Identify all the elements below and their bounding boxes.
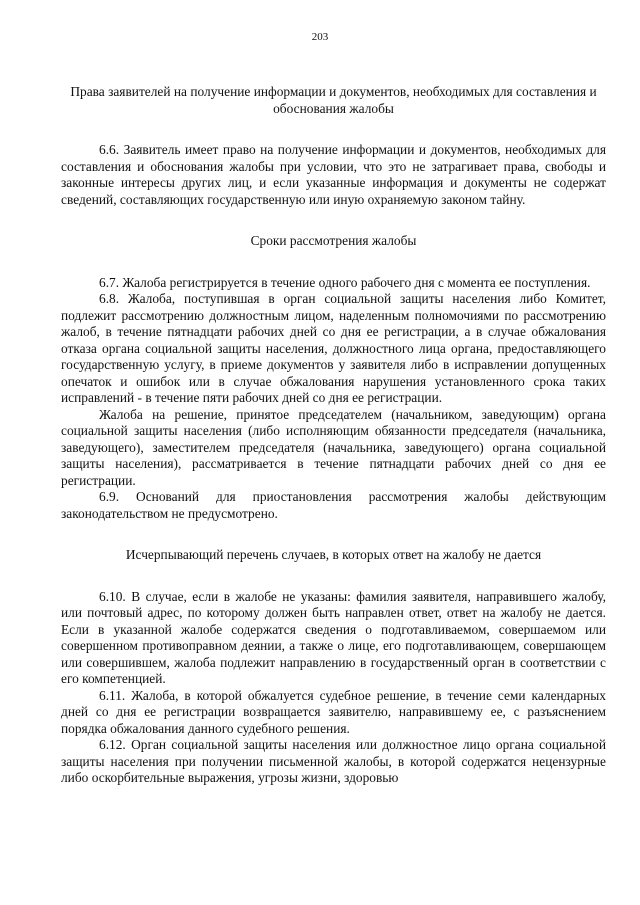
page-number: 203 (311, 31, 329, 43)
section-heading-rights: Права заявителей на получение информации и документов, необходимых для составления и обоснования жалобы (70, 84, 597, 116)
paragraph-6-12: 6.12. Орган социальной защиты населения или должностное лицо органа социальной защиты населения при получении письменной жалобы, в которой содержатся нецензурные либо оскорбительные выражения, угрозы жизни, здоровью (61, 737, 606, 785)
paragraph-6-11: 6.11. Жалоба, в которой обжалуется судебное решение, в течение семи календарных дней со дня ее регистрации возвращается заявителю, направившему ее, с разъяснением порядка обжалования данного судебного решения. (61, 687, 606, 736)
section-heading-no-answer: Исчерпывающий перечень случаев, в которых ответ на жалобу не дается (125, 547, 542, 562)
paragraph-6-9: 6.9. Оснований для приостановления рассмотрения жалобы действующим законодательством не предусмотрено. (61, 489, 606, 521)
paragraph-6-10: 6.10. В случае, если в жалобе не указаны: фамилия заявителя, направившего жалобу, или почтовый адрес, по которому должен быть направлен ответ, ответ на жалобу не дается. Если в указанной жалобе содержатся сведения о подготавливаемом, совершаемом или совершенном противоправном деянии, а также о лице, его подготавливающем, совершающем или совершившем, жалоба подлежит направлению в государственный орган в соответствии с его компетенцией. (61, 588, 606, 686)
paragraph-6-8: 6.8. Жалоба, поступившая в орган социальной защиты населения либо Комитет, подлежит рассмотрению должностным лицом, наделенным полномочиями по рассмотрению жалоб, в течение пятнадцати рабочих дней со дня ее регистрации, а в случае обжалования отказа органа социальной защиты населения, должностного лица органа, предоставляющего государственную услугу, в приеме документов у заявителя либо в исправлении допущенных опечаток и ошибок или в случае обжалования нарушения установленного срока таких исправлений - в течение пяти рабочих дней со дня ее регистрации. (61, 291, 606, 405)
document-body (61, 84, 606, 787)
section-heading-deadlines: Сроки рассмотрения жалобы (250, 233, 417, 248)
paragraph-6-7: 6.7. Жалоба регистрируется в течение одного рабочего дня с момента ее поступления. (99, 274, 591, 290)
paragraph-6-6: 6.6. Заявитель имеет право на получение информации и документов, необходимых для составления и обоснования жалобы при условии, что это не затрагивает права, свободы и законные интересы других лиц, и если указанные информация и документы не содержат сведений, составляющих государственную или иную охраняемую законом тайну. (61, 142, 606, 207)
paragraph-6-8-appeal: Жалоба на решение, принятое председателем (начальником, заведующим) органа социальной защиты населения (либо исполняющим обязанности председателя (начальника, заведующего), заместителем председателя (начальника, заведующего) органа социальной защиты населения), рассматривается в течение пятнадцати рабочих дней со дня ее регистрации. (61, 406, 606, 488)
